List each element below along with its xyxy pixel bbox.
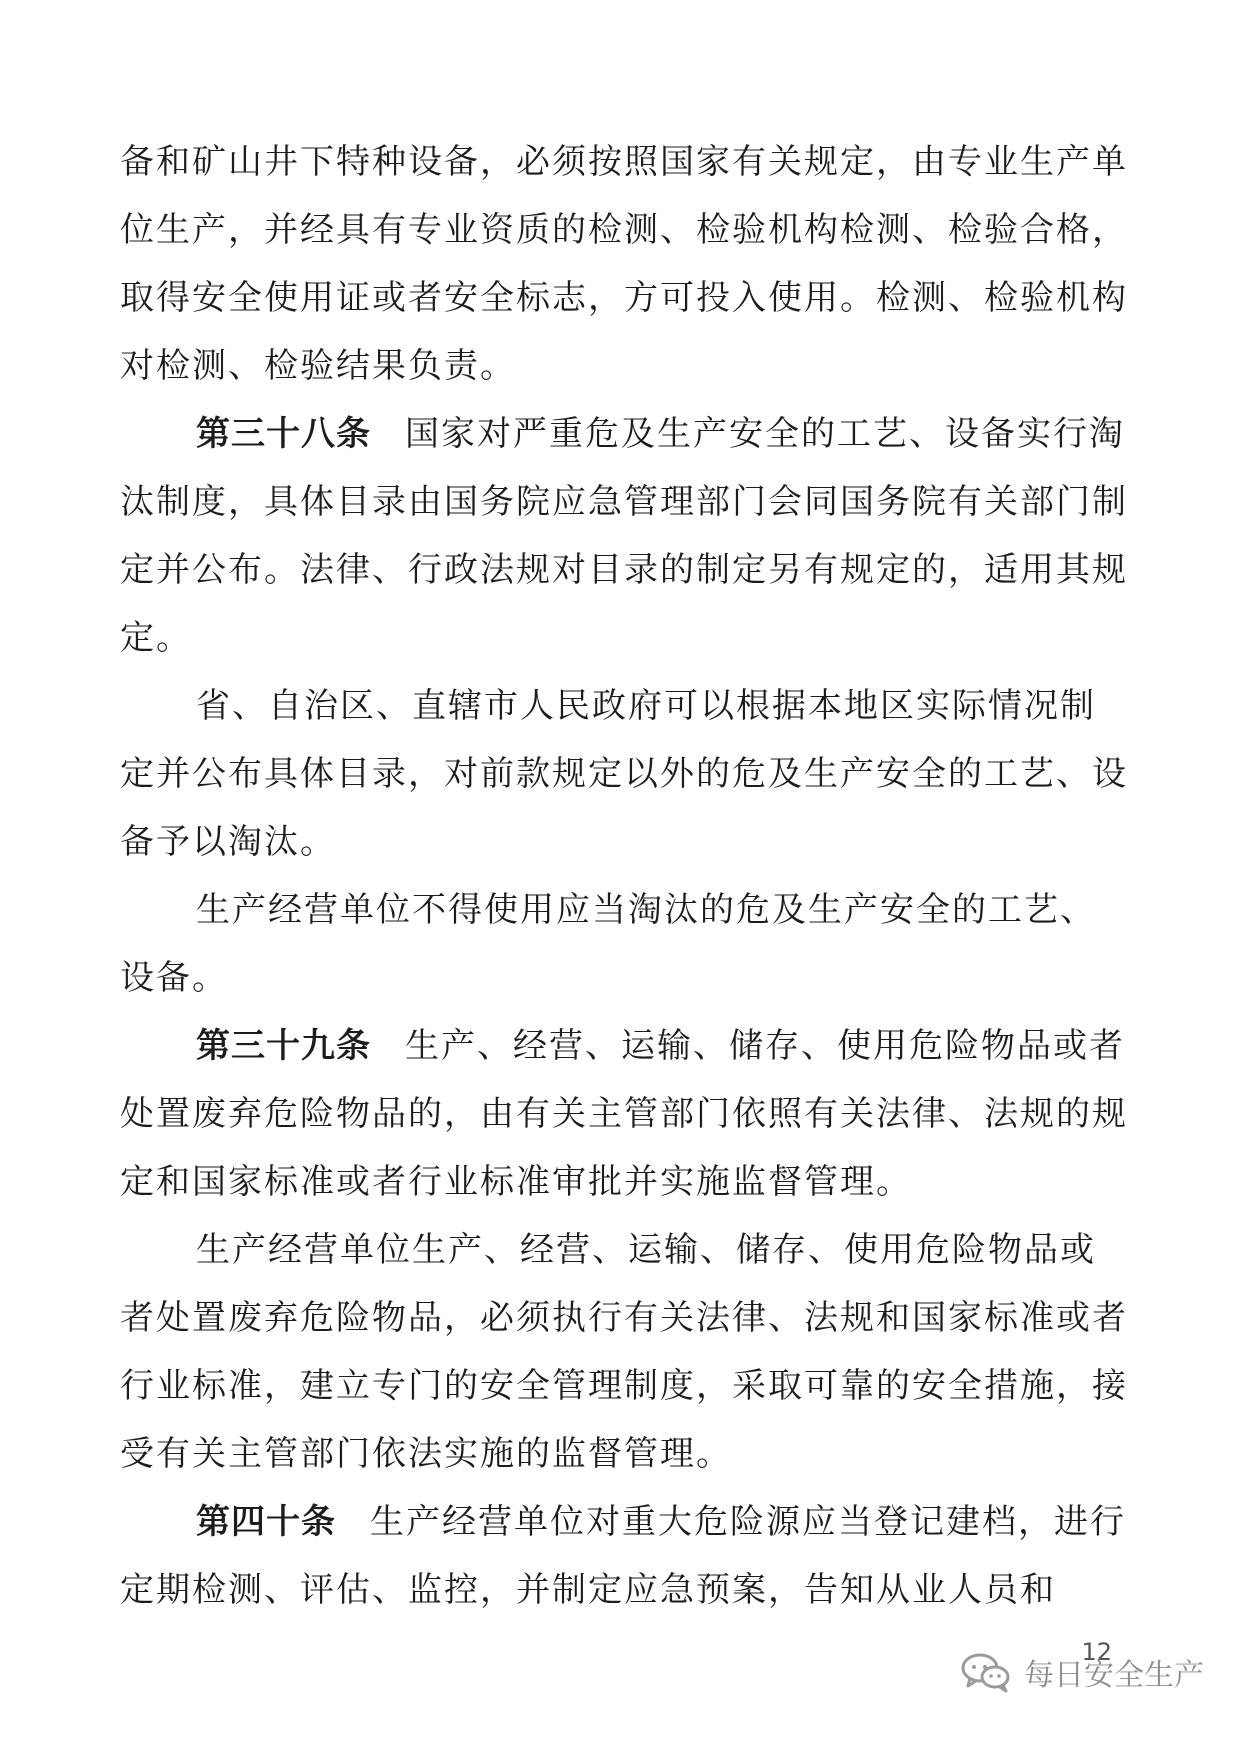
paragraph-text: 生产经营单位对重大危险源应当登记建档，进行定期检测、评估、监控，并制定应急预案，告知从业人员和 <box>120 1502 1126 1610</box>
paragraph-text: 生产、经营、运输、储存、使用危险物品或者处置废弃危险物品的，由有关主管部门依照有关法律、法规的规定和国家标准或者行业标准审批并实施监督管理。 <box>120 1026 1128 1202</box>
article-number: 第三十八条 <box>196 414 371 454</box>
watermark <box>960 1650 1204 1694</box>
wechat-icon <box>960 1651 1012 1693</box>
article-38-paragraph <box>120 400 1130 672</box>
watermark-text: 每日安全生产 <box>1024 1658 1204 1693</box>
article-number: 第四十条 <box>196 1502 336 1542</box>
paragraph-text: 生产经营单位生产、经营、运输、储存、使用危险物品或者处置废弃危险物品，必须执行有关法律、法规和国家标准或者行业标准，建立专门的安全管理制度，采取可靠的安全措施，接受有关主管部门依法实施的监督管理。 <box>120 1230 1128 1474</box>
article-38-clause-3 <box>120 876 1130 1012</box>
paragraph-continuation <box>120 128 1130 400</box>
page-number: 12 <box>1081 1638 1112 1666</box>
paragraph-text: 省、自治区、直辖市人民政府可以根据本地区实际情况制定并公布具体目录，对前款规定以外的危及生产安全的工艺、设备予以淘汰。 <box>120 686 1128 862</box>
article-number: 第三十九条 <box>196 1026 371 1066</box>
article-38-clause-2 <box>120 672 1130 876</box>
article-39-clause-2 <box>120 1216 1130 1488</box>
paragraph-text: 生产经营单位不得使用应当淘汰的危及生产安全的工艺、设备。 <box>120 890 1096 998</box>
document-body <box>120 128 1130 1624</box>
paragraph-text: 国家对严重危及生产安全的工艺、设备实行淘汰制度，具体目录由国务院应急管理部门会同国务院有关部门制定并公布。法律、行政法规对目录的制定另有规定的，适用其规定。 <box>120 414 1128 658</box>
paragraph-text: 备和矿山井下特种设备，必须按照国家有关规定，由专业生产单位生产，并经具有专业资质的检测、检验机构检测、检验合格，取得安全使用证或者安全标志，方可投入使用。检测、检验机构对检测、检验结果负责。 <box>120 142 1128 386</box>
article-39-paragraph <box>120 1012 1130 1216</box>
article-40-paragraph <box>120 1488 1130 1624</box>
